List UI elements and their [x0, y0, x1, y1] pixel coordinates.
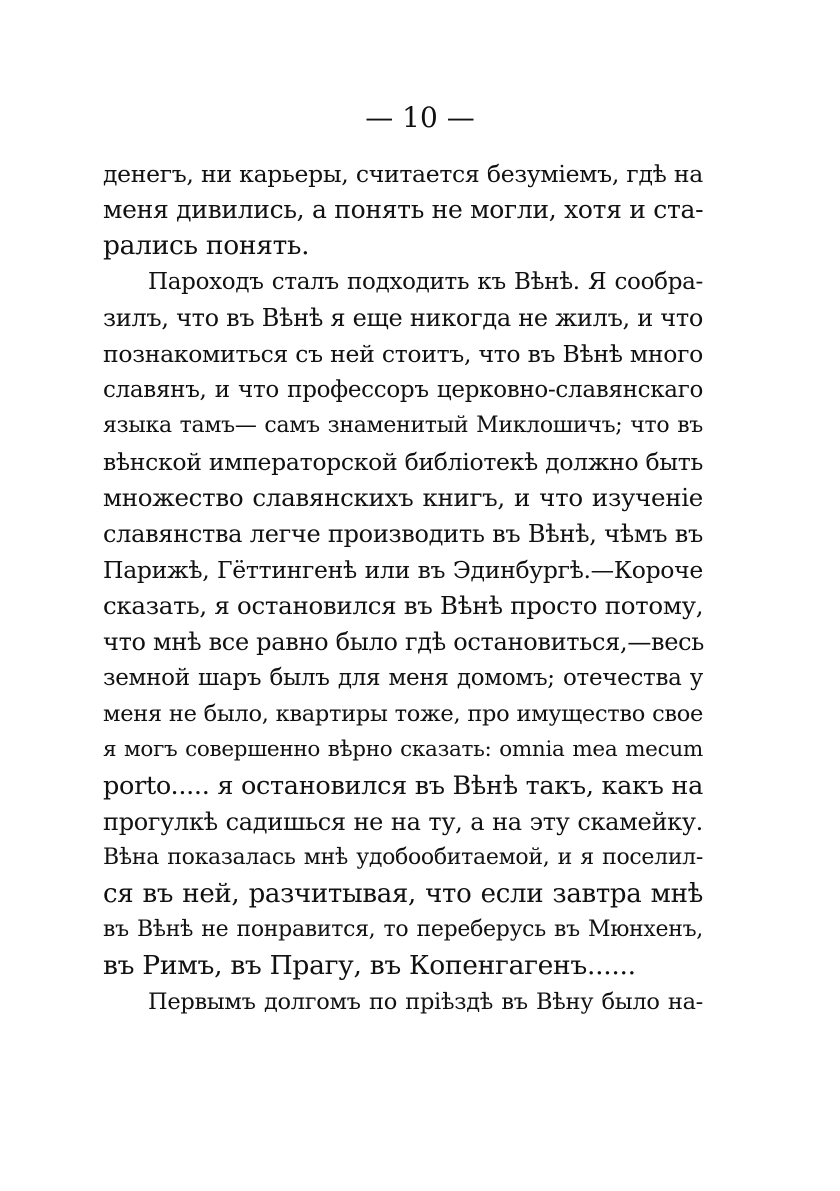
text-line-10: множество славянскихъ книгъ, и что изученіе — [103, 483, 703, 512]
text-line-16: меня не было, квартиры тоже, про имущество свое — [103, 701, 703, 727]
text-line-11: славянства легче производить въ Вѣнѣ, чѣмъ въ — [103, 520, 703, 548]
text-line-17: я могъ совершенно вѣрно сказать: omnia mea mecum — [103, 737, 703, 762]
text-line-5: зилъ, что въ Вѣнѣ я еще никогда не жилъ, и что — [103, 304, 703, 332]
text-line-9: вѣнской императорской библіотекѣ должно быть — [103, 448, 703, 476]
text-line-15: земной шаръ былъ для меня домомъ; отечества у — [103, 665, 703, 691]
text-line-13: сказать, я остановился въ Вѣнѣ просто потому, — [103, 591, 704, 620]
text-line-3: рались понять. — [103, 230, 310, 261]
text-line-21: ся въ ней, разчитывая, что если завтра мнѣ — [103, 879, 703, 909]
text-line-24: Первымъ долгомъ по пріѣздѣ въ Вѣну было на- — [148, 989, 703, 1015]
text-line-6: познакомиться съ ней стоитъ, что въ Вѣнѣ много — [103, 340, 703, 368]
text-line-20: Вѣна показалась мнѣ удобообитаемой, и я поселил- — [103, 845, 703, 870]
text-line-23: въ Римъ, въ Прагу, въ Копенгагенъ...... — [103, 950, 636, 981]
text-line-19: прогулкѣ садишься не на ту, а на эту скамейку. — [103, 808, 703, 836]
text-line-18: porto..... я остановился въ Вѣнѣ такъ, какъ на — [103, 771, 703, 801]
text-line-4: Пароходъ сталъ подходить къ Вѣнѣ. Я сообра- — [148, 269, 703, 295]
text-line-1: денегъ, ни карьеры, считается безуміемъ, гдѣ на — [103, 160, 703, 188]
text-line-8: языка тамъ— самъ знаменитый Миклошичъ; что въ — [103, 413, 703, 438]
page-number: — 10 — — [365, 101, 475, 134]
text-line-14: что мнѣ все равно было гдѣ остановиться,—весь — [103, 628, 705, 656]
text-line-12: Парижѣ, Гёттингенѣ или въ Эдинбургѣ.—Короче — [103, 556, 703, 584]
text-line-22: въ Вѣнѣ не понравится, то переберусь въ Мюнхенъ, — [103, 917, 703, 942]
text-line-7: славянъ, и что профессоръ церковно-славянскаго — [103, 377, 703, 403]
text-line-2: меня дивились, а понять не могли, хотя и ста- — [103, 195, 704, 224]
